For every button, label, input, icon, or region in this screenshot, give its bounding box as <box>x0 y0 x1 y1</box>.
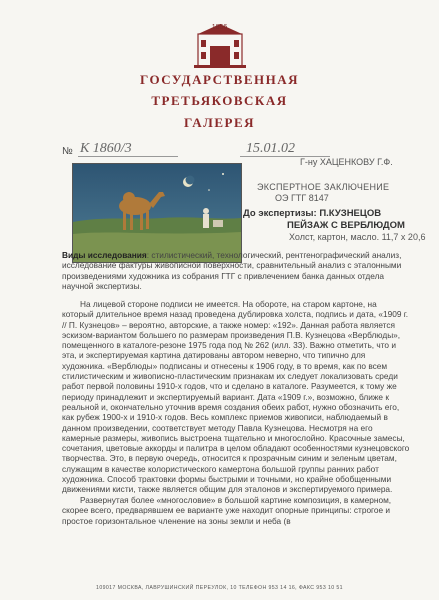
founding-year: 1856 <box>211 24 228 31</box>
letterhead-line-1: ГОСУДАРСТВЕННАЯ <box>140 72 299 87</box>
before-examination-line <box>243 208 381 219</box>
footer-address: 109017 МОСКВА, ЛАВРУШИНСКИЙ ПЕРЕУЛОК, 10 ТЕЛЕФОН 953 14 16, ФАКС 953 10 51 <box>96 585 343 591</box>
research-types-label: Виды исследования <box>62 250 147 260</box>
reference-date-value: 15.01.02 <box>246 141 295 156</box>
conclusion-number: ОЭ ГТГ 8147 <box>275 193 329 203</box>
letterhead-line-3: ГАЛЕРЕЯ <box>183 115 256 130</box>
paragraph-2: Развернутая более «многословие» в большой картине композиция, в камерном, скорее всего, предварявшем ее варианте уже находит опорные принципы: строгое и простое горизонтальное членение на зоны земли и неба (в <box>62 495 392 526</box>
before-label: До экспертизы: <box>243 208 317 219</box>
work-title: ПЕЙЗАЖ С ВЕРБЛЮДОМ <box>287 220 405 231</box>
paragraph-1: На лицевой стороне подписи не имеется. На обороте, на старом картоне, на который длительное время назад проведена дублировка холста, подпись и дата, «1909 г. // П. Кузнецов» – вероятно, авторские, а также номер: «192». Данная работа является эскизом-вариантом большего по размерам произведения П.В. Кузнецова «Верблюды», помещенного в каталоге-резоне 1975 года под № 262 (илл. 33). Важно отметить, что и эта, и экспертируемая картина датированы автором неверно, что типично для художника. «Верблюды» подписаны и отнесены к 1906 году, в то время, как по всем стилистическим и живописно-пластическим признакам их следует локализовать среди работ первой половины 1910-х годов, что и сделано в каталоге. Разумеется, к тому же периоду принадлежит и экспертируемый вариант. Дата «1909 г.», возможно, ближе к реальной и, окончательно уточнив время создания обеих работ, нужно обозначить его, как рубеж 1900-х и 1910-х годов. Весь комплекс приемов живописи, наблюдаемый в данном произведении, соответствует методу Павла Кузнецова. Несмотря на его камерные размеры, живопись выстроена тщательно и многослойно. Красочные замесы, сочетания, цветовые аккорды и палитра в целом обладают особенностями кузнецовского творчества. Это, в первую очередь, относится к прозрачным синим и зеленым цветам, служащим в качестве колористического камертона большой группы ранних работ художника. Способ трактовки формы быстрыми и точными, но крайне обобщенными движениями кисти, также является общим для эталонов и экспертируемого примера. <box>62 299 410 495</box>
conclusion-title: ЭКСПЕРТНОЕ ЗАКЛЮЧЕНИЕ <box>257 182 390 192</box>
letterhead-line-2: ТРЕТЬЯКОВСКАЯ <box>151 93 288 108</box>
painting-photo <box>72 163 242 263</box>
reference-number-label: № <box>62 146 73 157</box>
reference-number-value: К 1860/3 <box>80 141 132 156</box>
reference-underline <box>78 156 178 157</box>
research-types <box>62 250 410 291</box>
work-medium: Холст, картон, масло. 11,7 х 20,6 <box>289 232 426 242</box>
addressee: Г-ну ХАЦЕНКОВУ Г.Ф. <box>300 157 393 167</box>
artist-name: П.КУЗНЕЦОВ <box>319 208 382 219</box>
research-types-text: : стилистический, технологический, рентгенографический анализ, исследование фактуры живописной поверхности, сравнительный анализ с эталонными произведениями художника из собрания ГТГ с привлечением банка данных отдела научной экспертизы. <box>62 250 402 291</box>
